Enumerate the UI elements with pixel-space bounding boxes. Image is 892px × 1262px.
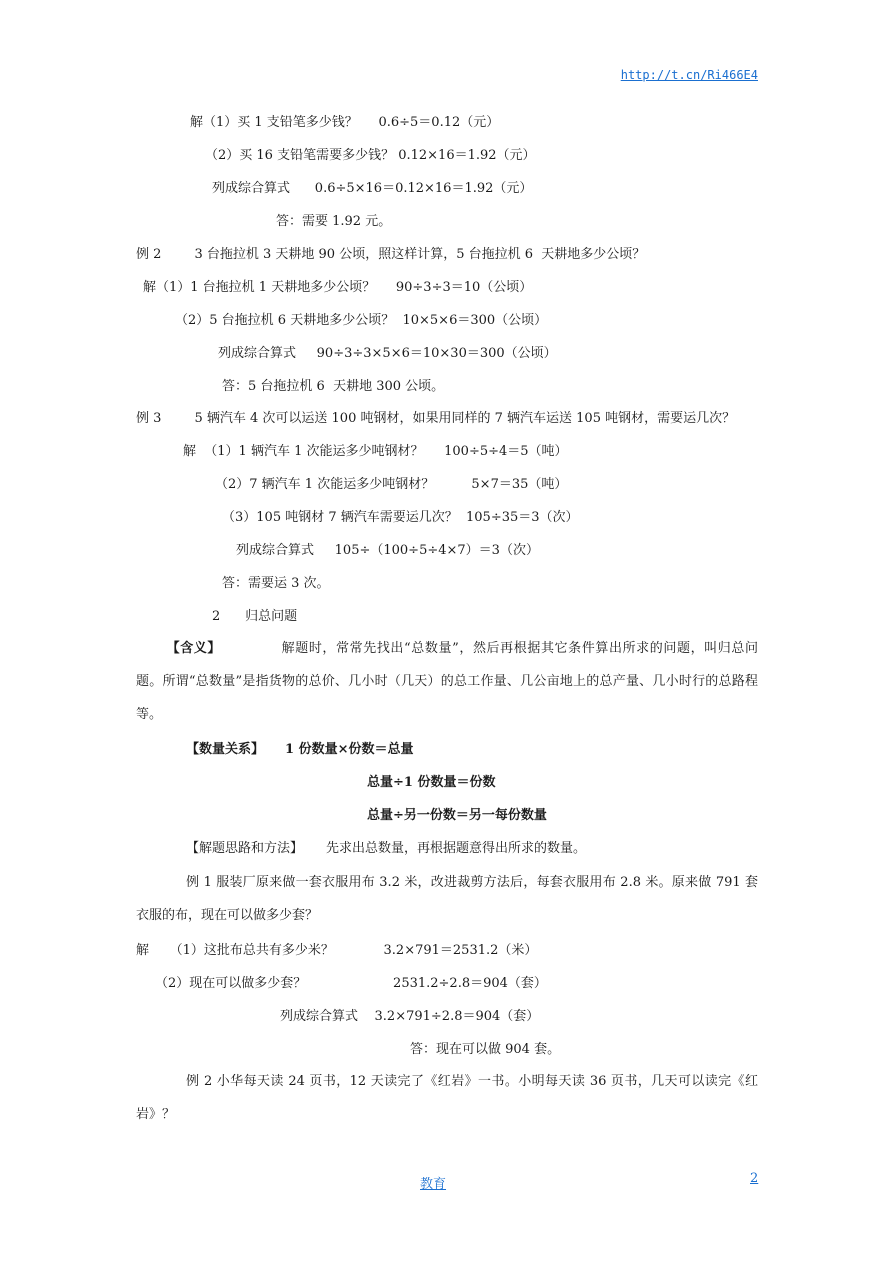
solution-line-1: 解（1）买 1 支铅笔多少钱？ 0.6÷5＝0.12（元） <box>190 115 500 130</box>
relation-formula-3: 总量÷另一份数＝另一每份数量 <box>367 808 547 823</box>
method-label: 【解题思路和方法】 <box>186 841 304 856</box>
example-2-step-1: 解（1）1 台拖拉机 1 天耕地多少公顷？ 90÷3÷3＝10（公顷） <box>143 280 533 295</box>
meaning-paragraph <box>136 632 758 731</box>
method-text: 先求出总数量，再根据题意得出所求的数量。 <box>326 841 587 856</box>
example-3-step-1: 解 （1）1 辆汽车 1 次能运多少吨钢材？ 100÷5÷4＝5（吨） <box>183 444 568 459</box>
example-1-step-2: （2）现在可以做多少套？ 2531.2÷2.8＝904（套） <box>155 976 547 991</box>
meaning-text: 解题时，常常先找出“总数量”，然后再根据其它条件算出所求的问题，叫归总问题。所谓“总数量”是指货物的总价、几小时（几天）的总工作量、几公亩地上的总产量、几小时行的总路程等。 <box>136 641 758 722</box>
example-3-question: 例 3 5 辆汽车 4 次可以运送 100 吨钢材，如果用同样的 7 辆汽车运送 105 吨钢材，需要运几次？ <box>136 411 736 426</box>
example-1-formula: 列成综合算式 3.2×791÷2.8＝904（套） <box>280 1009 540 1024</box>
relation-label: 【数量关系】 <box>186 742 265 757</box>
meaning-label: 【含义】 <box>166 641 222 656</box>
example-2-answer: 答：5 台拖拉机 6 天耕地 300 公顷。 <box>222 379 445 394</box>
answer-1: 答：需要 1.92 元。 <box>276 214 392 229</box>
example-2-formula: 列成综合算式 90÷3÷3×5×6＝10×30＝300（公顷） <box>218 346 557 361</box>
solution-line-2: （2）买 16 支铅笔需要多少钱？ 0.12×16＝1.92（元） <box>205 148 536 163</box>
example-2-step-2: （2）5 台拖拉机 6 天耕地多少公顷？ 10×5×6＝300（公顷） <box>175 313 548 328</box>
header-url-link[interactable]: http://t.cn/Ri466E4 <box>620 68 758 82</box>
example-1-step-1: 解 （1）这批布总共有多少米？ 3.2×791＝2531.2（米） <box>136 943 538 958</box>
example-2b-question: 例 2 小华每天读 24 页书，12 天读完了《红岩》一书。小明每天读 36 页书，几天可以读完《红岩》？ <box>136 1074 758 1122</box>
footer-link[interactable]: 教育 <box>420 1177 447 1192</box>
example-3-answer: 答：需要运 3 次。 <box>222 576 330 591</box>
relation-formula-2: 总量÷1 份数量＝份数 <box>367 775 496 790</box>
section-heading: 2 归总问题 <box>212 609 298 624</box>
example-2-question: 例 2 3 台拖拉机 3 天耕地 90 公顷，照这样计算，5 台拖拉机 6 天耕地多少公顷？ <box>136 247 646 262</box>
example-3-step-2: （2）7 辆汽车 1 次能运多少吨钢材？ 5×7＝35（吨） <box>215 477 568 492</box>
relation-formula-1: 1 份数量×份数＝总量 <box>285 742 414 757</box>
example-3-formula: 列成综合算式 105÷（100÷5÷4×7）＝3（次） <box>236 543 539 558</box>
example-1-question: 例 1 服装厂原来做一套衣服用布 3.2 米，改进裁剪方法后，每套衣服用布 2.8 米。原来做 791 套衣服的布，现在可以做多少套？ <box>136 875 758 923</box>
example-3-step-3: （3）105 吨钢材 7 辆汽车需要运几次？ 105÷35＝3（次） <box>222 510 579 525</box>
combined-formula-1: 列成综合算式 0.6÷5×16＝0.12×16＝1.92（元） <box>212 181 533 196</box>
example-1-answer: 答：现在可以做 904 套。 <box>410 1042 561 1057</box>
page-number: 2 <box>750 1171 759 1186</box>
